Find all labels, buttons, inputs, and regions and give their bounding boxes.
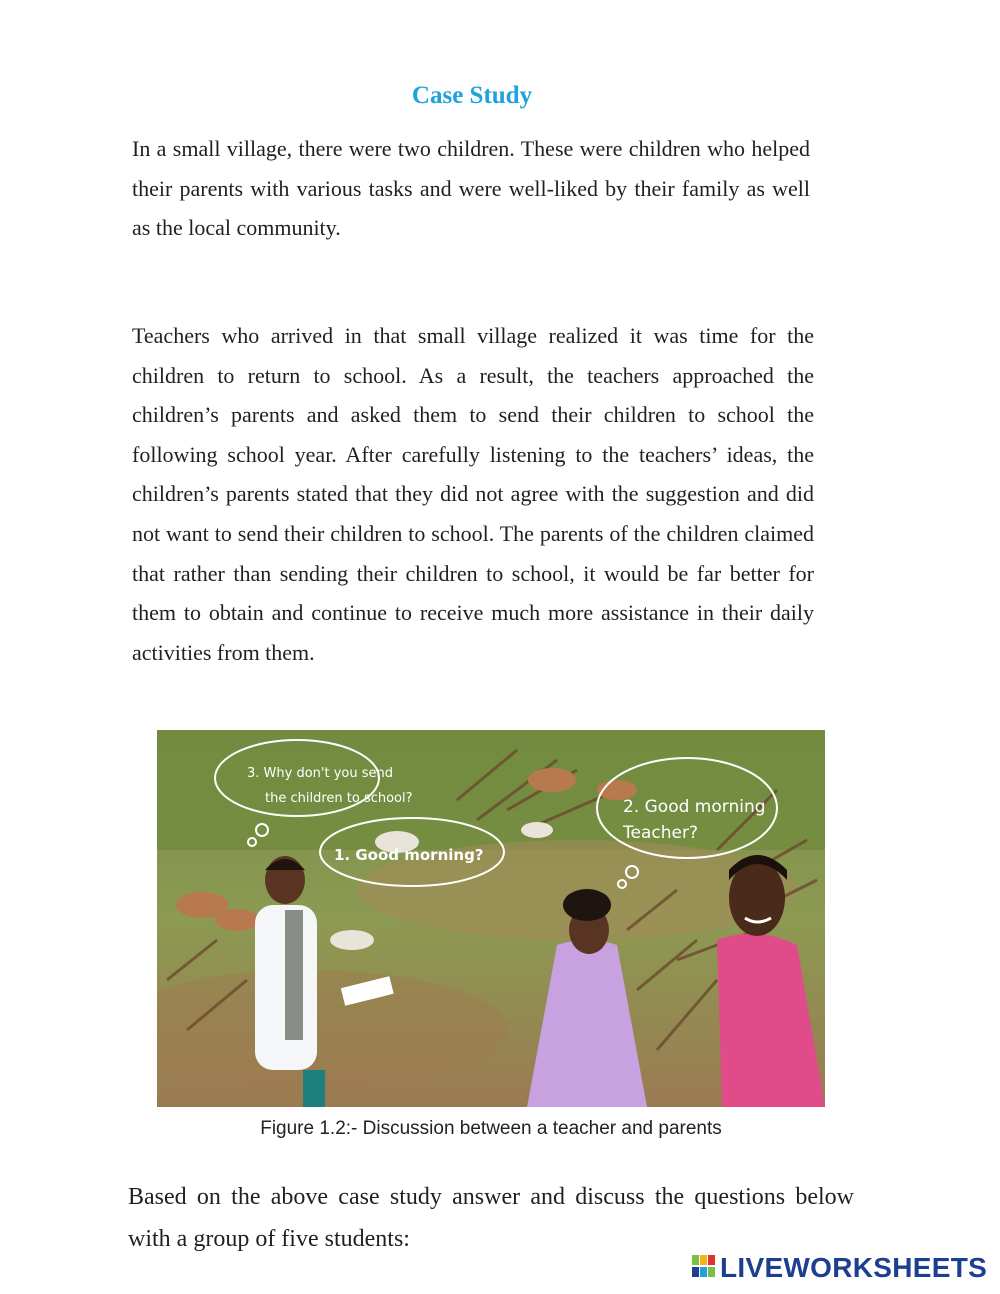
- liveworksheets-logo-icon: [692, 1255, 716, 1282]
- bubble2-line1: 2. Good morning: [623, 797, 766, 817]
- bubble3-line1: 3. Why don't you send: [247, 766, 393, 781]
- figure-illustration: [157, 730, 825, 1107]
- story-paragraph: Teachers who arrived in that small village realized it was time for the children to return to school. As a result, the teachers approached the children’s parents and asked them to send their children to school the following school year. After carefully listening to the teachers’ ideas, the children’s parents stated that they did not agree with the suggestion and did not want to send their children to school. The parents of the children claimed that rather than sending their children to school, it would be far better for them to obtain and continue to receive much more assistance in their daily activities from them.: [132, 323, 814, 665]
- question-prompt: Based on the above case study answer and discuss the questions below with a group of five students:: [128, 1184, 854, 1252]
- page-title: Case Study: [411, 82, 533, 109]
- bubble1-text: 1. Good morning?: [334, 846, 484, 864]
- figure-caption: Figure 1.2:- Discussion between a teacher and parents: [260, 1118, 722, 1139]
- brand-name: LIVEWORKSHEETS: [720, 1252, 988, 1283]
- intro-paragraph: In a small village, there were two children. These were children who helped their parents with various tasks and were well-liked by their family as well as the local community.: [132, 136, 810, 241]
- liveworksheets-brand[interactable]: [692, 1250, 987, 1286]
- bubble2-line2: Teacher?: [623, 823, 698, 843]
- bubble3-line2: the children to school?: [265, 791, 413, 806]
